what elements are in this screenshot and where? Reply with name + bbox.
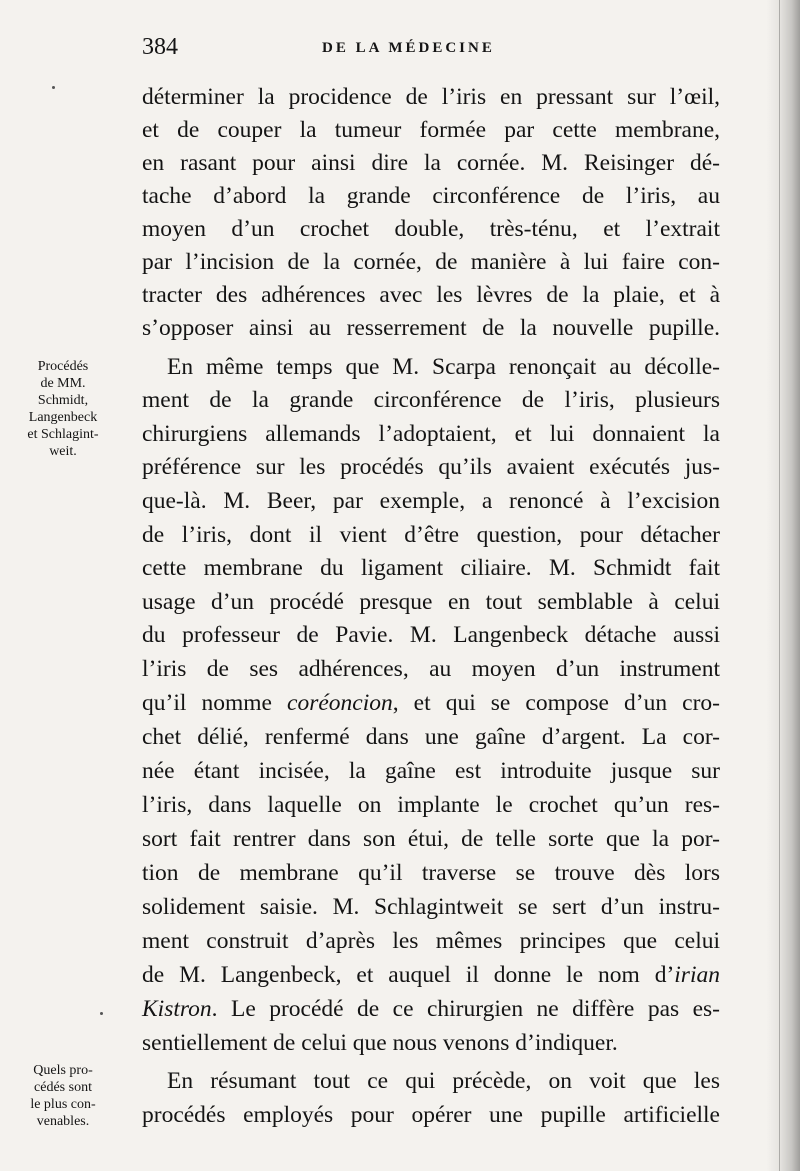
body-line: En résumant tout ce qui précède, on voit que les xyxy=(167,1068,720,1094)
margin-note-line: cédés sont xyxy=(34,1080,92,1095)
margin-note-line: le plus con- xyxy=(30,1097,96,1112)
italic-term-kistron: Kistron xyxy=(142,996,212,1022)
body-line: procédés employés pour opérer une pupille artificielle xyxy=(142,1102,720,1128)
body-line: préférence sur les procédés qu’ils avaient exécutés jus- xyxy=(142,454,720,480)
body-line xyxy=(142,992,720,1026)
margin-note-line: Quels pro- xyxy=(33,1063,93,1078)
running-head: DE LA MÉDECINE xyxy=(322,40,495,56)
page-edge-line xyxy=(779,0,780,1171)
body-line: solidement saisie. M. Schlagintweit se sert d’un instru- xyxy=(142,894,720,920)
ink-speck xyxy=(100,1012,103,1015)
body-line: ment construit d’après les mêmes principes que celui xyxy=(142,928,720,954)
body-line: l’iris, dans laquelle on implante le crochet qu’un res- xyxy=(142,792,720,818)
margin-note-line: de MM. xyxy=(40,376,86,391)
italic-term-irian: irian xyxy=(674,962,720,988)
body-line: de l’iris, dont il vient d’être question, pour détacher xyxy=(142,522,720,548)
page-edge-shadow xyxy=(766,0,800,1171)
ink-speck xyxy=(52,86,55,89)
body-line: En même temps que M. Scarpa renonçait au décolle- xyxy=(167,354,720,380)
body-line: sort fait rentrer dans son étui, de telle sorte que la por- xyxy=(142,826,720,852)
body-line: du professeur de Pavie. M. Langenbeck détache aussi xyxy=(142,622,720,648)
page-number: 384 xyxy=(142,34,178,60)
body-line: déterminer la procidence de l’iris en pressant sur l’œil, xyxy=(142,84,720,110)
body-line: en rasant pour ainsi dire la cornée. M. Reisinger dé- xyxy=(142,150,720,176)
body-line: s’opposer ainsi au resserrement de la nouvelle pupille. xyxy=(142,315,720,341)
body-line-part: qu’il nomme xyxy=(142,690,288,716)
body-line-part: . Le procédé de ce chirurgien ne diffère pas es- xyxy=(211,996,720,1022)
italic-term-coreoncion: coréoncion xyxy=(287,690,393,716)
margin-note-line: Schmidt, xyxy=(37,393,89,408)
body-line: et de couper la tumeur formée par cette membrane, xyxy=(142,117,720,143)
body-line: chirurgiens allemands l’adoptaient, et lui donnaient la xyxy=(142,421,720,447)
body-line: cette membrane du ligament ciliaire. M. Schmidt fait xyxy=(142,555,720,581)
body-line-part: de M. Langenbeck, et auquel il donne le nom d’ xyxy=(142,962,675,988)
body-line: tracter des adhérences avec les lèvres de la plaie, et à xyxy=(142,282,720,308)
body-line: sentiellement de celui que nous venons d’indiquer. xyxy=(142,1030,618,1056)
body-line-part: , et qui se compose d’un cro- xyxy=(392,690,721,716)
margin-note-line: Langenbeck xyxy=(28,410,98,425)
body-line: usage d’un procédé presque en tout semblable à celui xyxy=(142,589,720,615)
margin-note-line: Procédés xyxy=(37,359,89,374)
body-line xyxy=(142,958,720,992)
body-line: par l’incision de la cornée, de manière à lui faire con- xyxy=(142,249,720,275)
margin-note-line: weit. xyxy=(49,444,77,459)
margin-note-quels-procedes xyxy=(4,1062,122,1130)
body-line: chet délié, renfermé dans une gaîne d’argent. La cor- xyxy=(142,724,720,750)
body-line: que-là. M. Beer, par exemple, a renoncé à l’excision xyxy=(142,488,720,514)
body-line: moyen d’un crochet double, très-ténu, et l’extrait xyxy=(142,216,720,242)
body-line: ment de la grande circonférence de l’iris, plusieurs xyxy=(142,387,720,413)
body-line: née étant incisée, la gaîne est introduite jusque sur xyxy=(142,758,720,784)
body-line: l’iris de ses adhérences, au moyen d’un instrument xyxy=(142,656,720,682)
body-line: tion de membrane qu’il traverse se trouve dès lors xyxy=(142,860,720,886)
body-line: tache d’abord la grande circonférence de l’iris, au xyxy=(142,183,720,209)
body-line xyxy=(142,686,720,720)
margin-note-procedes xyxy=(4,358,122,460)
margin-note-line: et Schlagint- xyxy=(27,427,99,442)
margin-note-line: venables. xyxy=(36,1114,90,1129)
